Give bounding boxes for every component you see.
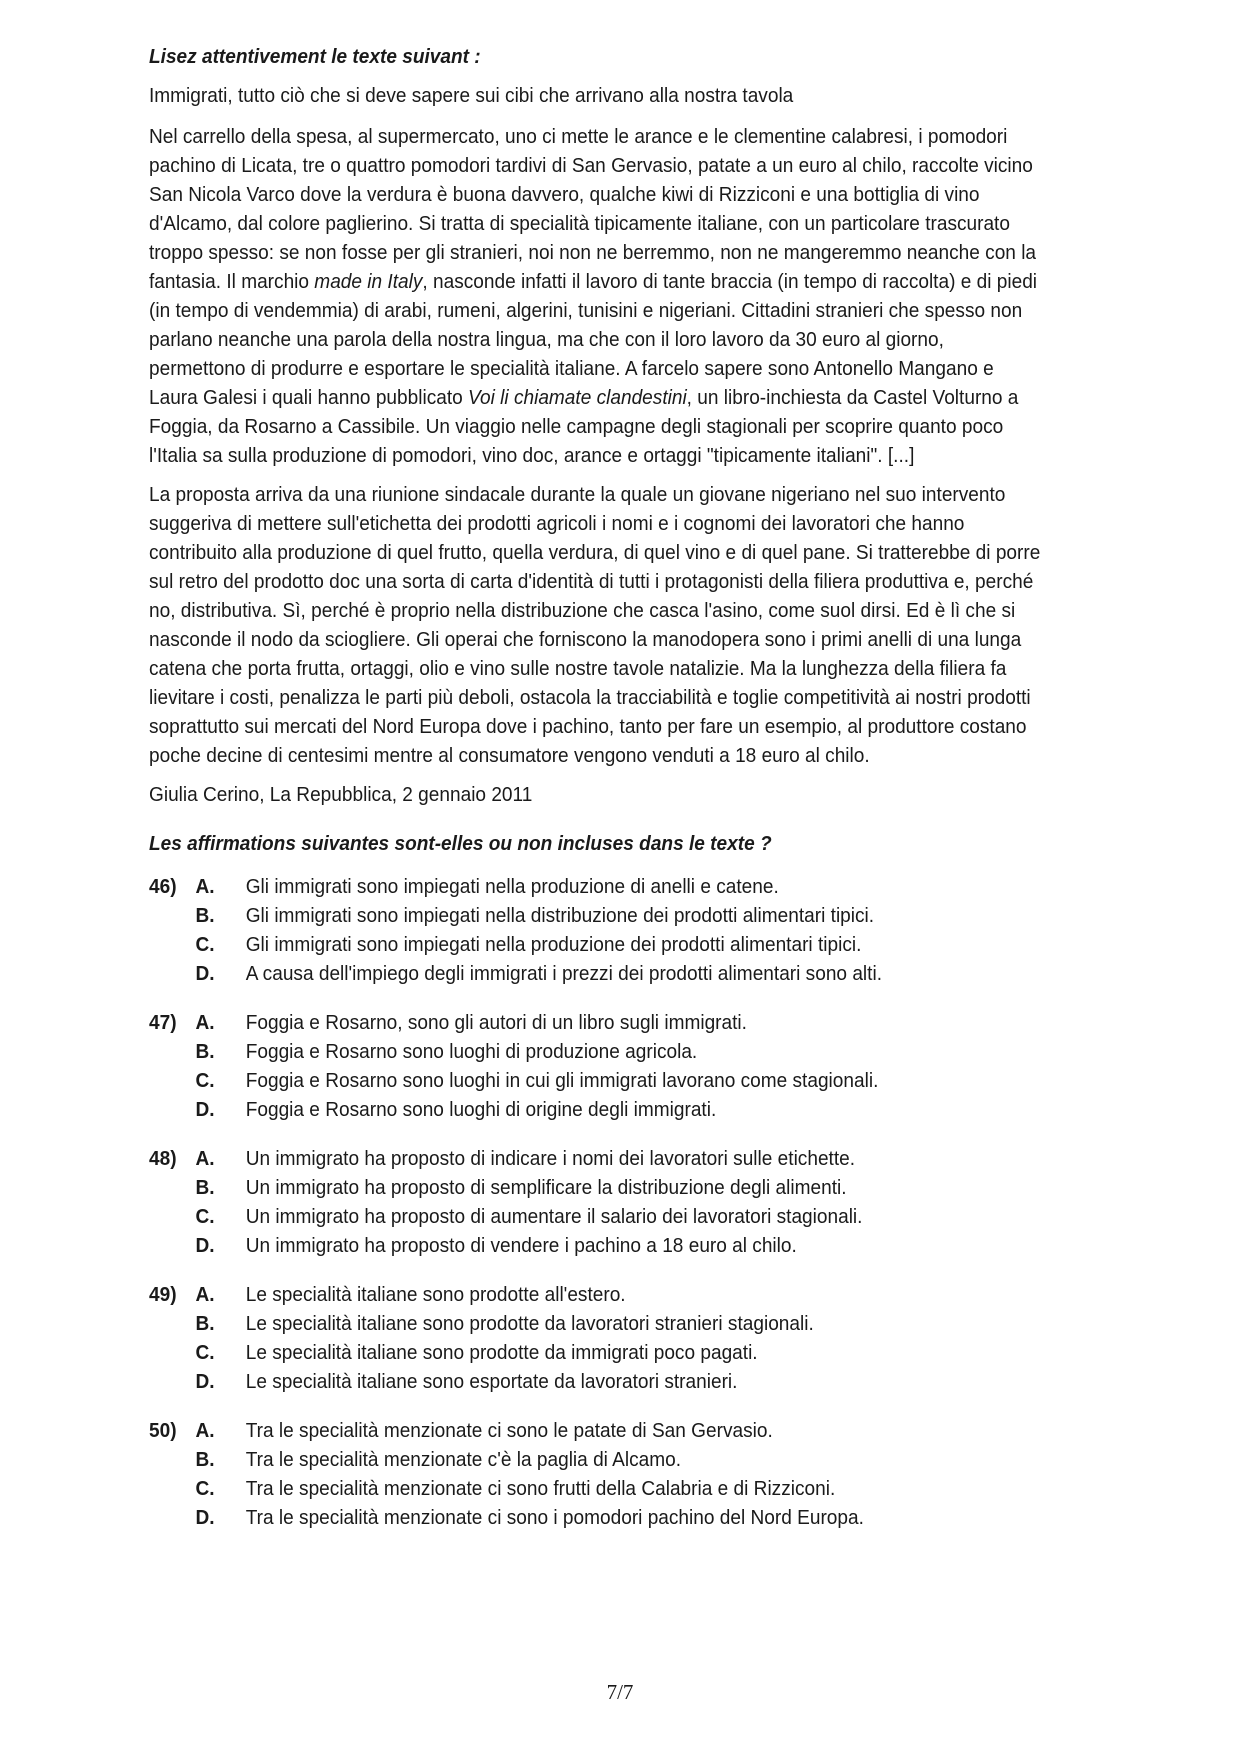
- option-row: [149, 1066, 1042, 1095]
- option-text: Un immigrato ha proposto di aumentare il salario dei lavoratori stagionali.: [245, 1205, 863, 1228]
- option-text: Le specialità italiane sono esportate da lavoratori stranieri.: [245, 1370, 738, 1393]
- option-row: [149, 959, 1042, 988]
- question-46: [149, 872, 1042, 988]
- question-number: 50): [149, 1419, 177, 1442]
- option-letter: B.: [195, 1176, 215, 1199]
- page-number: 7/7: [606, 1680, 634, 1704]
- question-list: [149, 872, 1042, 1532]
- option-letter: D.: [195, 1234, 215, 1257]
- option-letter: C.: [195, 1477, 215, 1500]
- question-49: [149, 1280, 1042, 1396]
- made-in-italy-italic: made in Italy: [314, 270, 423, 293]
- option-letter: B.: [195, 1448, 215, 1471]
- option-letter: C.: [195, 1069, 215, 1092]
- option-row: [149, 930, 1042, 959]
- question-number: 47): [149, 1011, 177, 1034]
- option-text: Le specialità italiane sono prodotte da lavoratori stranieri stagionali.: [245, 1312, 814, 1335]
- option-text: Un immigrato ha proposto di vendere i pachino a 18 euro al chilo.: [245, 1234, 797, 1257]
- option-text: Gli immigrati sono impiegati nella produzione di anelli e catene.: [245, 875, 779, 898]
- instruction-heading: Lisez attentivement le texte suivant :: [149, 45, 481, 68]
- option-letter: C.: [195, 933, 215, 956]
- option-text: Un immigrato ha proposto di indicare i nomi dei lavoratori sulle etichette.: [245, 1147, 856, 1170]
- paragraph-1-text-b: , nasconde infatti il lavoro di tante braccia (in tempo di raccolta) e di piedi (in tempo di vendemmia) di arabi, rumeni, algerini, tunisini e nigeriani. Cittadini stranieri che spesso non parlano neanche una parola della nostra lingua, ma che con il loro lavoro da 30 euro al giorno, permettono di produrre e esportare le specialità italiane. A farcelo sapere sono Antonello Mangano e Laura Galesi i quali hanno pubblicato: [149, 270, 1038, 409]
- option-letter: B.: [195, 904, 215, 927]
- option-text: A causa dell'impiego degli immigrati i prezzi dei prodotti alimentari sono alti.: [245, 962, 882, 985]
- option-row: [149, 1309, 1042, 1338]
- questions-heading: Les affirmations suivantes sont-elles ou non incluses dans le texte ?: [149, 832, 772, 855]
- option-letter: D.: [195, 1098, 215, 1121]
- option-text: Gli immigrati sono impiegati nella distribuzione dei prodotti alimentari tipici.: [245, 904, 875, 927]
- option-letter: A.: [195, 875, 215, 898]
- question-50: [149, 1416, 1042, 1532]
- option-letter: D.: [195, 1506, 215, 1529]
- option-text: Un immigrato ha proposto di semplificare la distribuzione degli alimenti.: [245, 1176, 847, 1199]
- option-text: Tra le specialità menzionate ci sono frutti della Calabria e di Rizziconi.: [245, 1477, 836, 1500]
- article-title: Immigrati, tutto ciò che si deve sapere sui cibi che arrivano alla nostra tavola: [149, 84, 794, 107]
- option-text: Le specialità italiane sono prodotte all'estero.: [245, 1283, 626, 1306]
- option-text: Foggia e Rosarno, sono gli autori di un libro sugli immigrati.: [245, 1011, 747, 1034]
- option-text: Gli immigrati sono impiegati nella produzione dei prodotti alimentari tipici.: [245, 933, 862, 956]
- article-source: Giulia Cerino, La Repubblica, 2 gennaio 2011: [149, 783, 533, 806]
- option-text: Foggia e Rosarno sono luoghi in cui gli immigrati lavorano come stagionali.: [245, 1069, 879, 1092]
- option-letter: D.: [195, 1370, 215, 1393]
- option-letter: C.: [195, 1205, 215, 1228]
- option-row: [149, 1231, 1042, 1260]
- option-row: [149, 1144, 1042, 1173]
- book-title-italic: Voi li chiamate clandestini: [468, 386, 687, 409]
- option-letter: A.: [195, 1283, 215, 1306]
- option-letter: A.: [195, 1011, 215, 1034]
- article-paragraph-1: [149, 122, 1042, 470]
- question-47: [149, 1008, 1042, 1124]
- option-row: [149, 1202, 1042, 1231]
- paragraph-1-text-c: , un libro-inchiesta da Castel Volturno a Foggia, da Rosarno a Cassibile. Un viaggio nelle campagne degli stagionali per scoprire quanto poco l'Italia sa sulla produzione di pomodori, vino doc, arance e ortaggi "tipicamente italiani". [...]: [149, 386, 1019, 467]
- option-letter: B.: [195, 1040, 215, 1063]
- option-letter: C.: [195, 1341, 215, 1364]
- option-row: [149, 1474, 1042, 1503]
- option-text: Le specialità italiane sono prodotte da immigrati poco pagati.: [245, 1341, 758, 1364]
- option-row: [149, 1095, 1042, 1124]
- option-row: [149, 901, 1042, 930]
- option-text: Tra le specialità menzionate ci sono le patate di San Gervasio.: [245, 1419, 773, 1442]
- option-text: Foggia e Rosarno sono luoghi di produzione agricola.: [245, 1040, 698, 1063]
- option-row: [149, 1008, 1042, 1037]
- option-letter: A.: [195, 1147, 215, 1170]
- question-number: 46): [149, 875, 177, 898]
- question-48: [149, 1144, 1042, 1260]
- option-text: Tra le specialità menzionate ci sono i pomodori pachino del Nord Europa.: [245, 1506, 864, 1529]
- option-row: [149, 1338, 1042, 1367]
- option-letter: D.: [195, 962, 215, 985]
- article-body: [149, 122, 1042, 770]
- option-row: [149, 1416, 1042, 1445]
- option-text: Foggia e Rosarno sono luoghi di origine degli immigrati.: [245, 1098, 717, 1121]
- option-letter: A.: [195, 1419, 215, 1442]
- option-row: [149, 1367, 1042, 1396]
- option-row: [149, 1037, 1042, 1066]
- option-text: Tra le specialità menzionate c'è la paglia di Alcamo.: [245, 1448, 682, 1471]
- document-page: [149, 42, 1042, 1552]
- article-paragraph-2: La proposta arriva da una riunione sindacale durante la quale un giovane nigeriano nel suo intervento suggeriva di mettere sull'etichetta dei prodotti agricoli i nomi e i cognomi dei lavoratori che hanno contribuito alla produzione di quel frutto, quella verdura, di quel vino e di quel pane. Si tratterebbe di porre sul retro del prodotto doc una sorta di carta d'identità di tutti i protagonisti della filiera produttiva e, perché no, distributiva. Sì, perché è proprio nella distribuzione che casca l'asino, come suol dirsi. Ed è lì che si nasconde il nodo da sciogliere. Gli operai che forniscono la manodopera sono i primi anelli di una lunga catena che porta frutta, ortaggi, olio e vino sulle nostre tavole natalizie. Ma la lunghezza della filiera fa lievitare i costi, penalizza le parti più deboli, ostacola la tracciabilità e toglie competitività ai nostri prodotti soprattutto sui mercati del Nord Europa dove i pachino, tanto per fare un esempio, al produttore costano poche decine di centesimi mentre al consumatore vengono venduti a 18 euro al chilo.: [149, 483, 1041, 767]
- option-row: [149, 1445, 1042, 1474]
- paragraph-1-text-a: Nel carrello della spesa, al supermercato, uno ci mette le arance e le clementine calabresi, i pomodori pachino di Licata, tre o quattro pomodori tardivi di San Gervasio, patate a un euro al chilo, raccolte vicino San Nicola Varco dove la verdura è buona davvero, qualche kiwi di Rizziconi e una bottiglia di vino d'Alcamo, dal colore paglierino. Si tratta di specialità tipicamente italiane, con un particolare trascurato troppo spesso: se non fosse per gli stranieri, noi non ne berremmo, non ne mangeremmo neanche con la fantasia. Il marchio: [149, 125, 1037, 293]
- question-number: 49): [149, 1283, 177, 1306]
- option-row: [149, 1173, 1042, 1202]
- option-row: [149, 1503, 1042, 1532]
- option-letter: B.: [195, 1312, 215, 1335]
- option-row: [149, 1280, 1042, 1309]
- question-number: 48): [149, 1147, 177, 1170]
- option-row: [149, 872, 1042, 901]
